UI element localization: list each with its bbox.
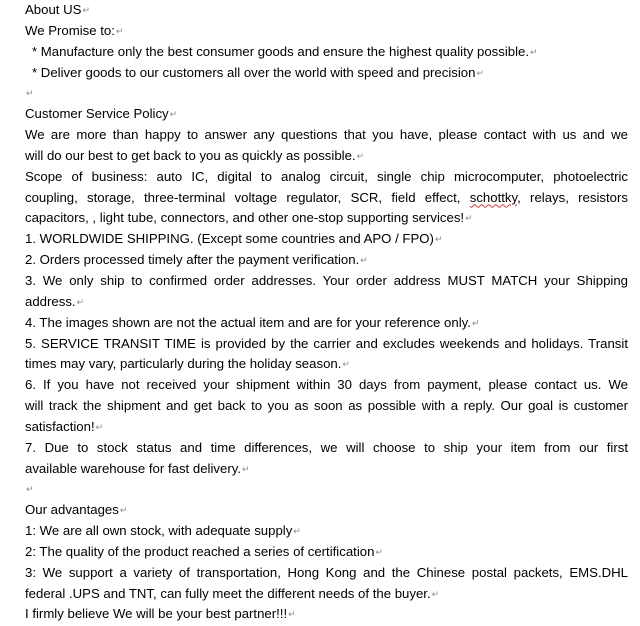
advantage-item: federal .UPS and TNT, can fully meet the different needs of the buyer.↵ [25,585,440,601]
advantage-item: 3: We support a variety of transportation, Hong Kong and the Chinese postal packets, EMS.DHL [25,564,628,580]
closing-line: I firmly believe We will be your best partner!!!↵ [25,606,296,622]
scope-line: coupling, storage, three-terminal voltage regulator, SCR, field effect, schottky, relays, resistors [25,189,628,205]
paragraph-mark-icon: ↵ [115,25,124,36]
paragraph-mark-icon: ↵ [471,317,480,328]
policy-item: satisfaction!↵ [25,418,104,434]
policy-item: 7. Due to stock status and time differences, we will choose to ship your item from our first [25,439,628,455]
policy-item: 3. We only ship to confirmed order addresses. Your order address MUST MATCH your Shipping [25,272,628,288]
paragraph-mark-icon: ↵ [356,150,365,161]
paragraph-mark-icon: ↵ [530,46,538,57]
paragraph-mark-icon: ↵ [26,88,34,99]
policy-item: 6. If you have not received your shipment within 30 days from payment, please contact us. We [25,377,628,393]
paragraph-mark-icon: ↵ [119,505,128,516]
policy-heading: Customer Service Policy↵ [25,106,178,122]
policy-item: 1. WORLDWIDE SHIPPING. (Except some countries and APO / FPO)↵ [25,231,443,247]
paragraph-mark-icon: ↵ [288,609,296,620]
about-title: About US↵ [25,2,90,17]
paragraph-mark-icon: ↵ [76,296,85,307]
policy-intro-line: will do our best to get back to you as quickly as possible.↵ [25,147,365,163]
paragraph-mark-icon: ↵ [95,421,104,432]
scope-line: capacitors, , light tube, connectors, and other one-stop supporting services!↵ [25,210,473,226]
spellcheck-flagged-word[interactable]: schottky [469,189,518,205]
paragraph-mark-icon: ↵ [242,463,250,474]
advantages-heading: Our advantages↵ [25,502,128,518]
promise-item: * Deliver goods to our customers all over the world with speed and precision↵ [32,64,485,80]
paragraph-mark-icon: ↵ [169,109,178,120]
empty-paragraph [25,83,628,104]
promise-heading: We Promise to:↵ [25,22,124,38]
policy-item: 5. SERVICE TRANSIT TIME is provided by the carrier and excludes weekends and holidays. Transit [25,335,628,351]
policy-item: address.↵ [25,293,85,309]
empty-paragraph [25,479,628,500]
policy-item: 4. The images shown are not the actual item and are for your reference only.↵ [25,314,480,330]
paragraph-mark-icon: ↵ [434,234,443,245]
paragraph-mark-icon: ↵ [431,588,440,599]
paragraph-mark-icon: ↵ [465,213,473,224]
policy-item: will track the shipment and get back to you as soon as possible with a reply. Our goal is customer [25,398,628,414]
paragraph-mark-icon: ↵ [26,484,34,495]
advantage-item: 2: The quality of the product reached a series of certification↵ [25,543,383,559]
policy-item: 2. Orders processed timely after the payment verification.↵ [25,252,368,268]
scope-line: Scope of business: auto IC, digital to analog circuit, single chip microcomputer, photoelectric [25,168,628,184]
policy-item: available warehouse for fast delivery.↵ [25,460,250,476]
paragraph-mark-icon: ↵ [342,359,350,370]
paragraph-mark-icon: ↵ [293,526,301,537]
paragraph-mark-icon: ↵ [476,67,485,78]
policy-intro-line: We are more than happy to answer any questions that you have, please contact with us and we [25,127,628,143]
paragraph-mark-icon: ↵ [82,5,90,15]
advantage-item: 1: We are all own stock, with adequate supply↵ [25,523,301,539]
paragraph-mark-icon: ↵ [375,546,383,557]
paragraph-mark-icon: ↵ [360,255,368,266]
policy-item: times may vary, particularly during the holiday season.↵ [25,356,350,372]
promise-item: * Manufacture only the best consumer goods and ensure the highest quality possible.↵ [32,43,538,59]
